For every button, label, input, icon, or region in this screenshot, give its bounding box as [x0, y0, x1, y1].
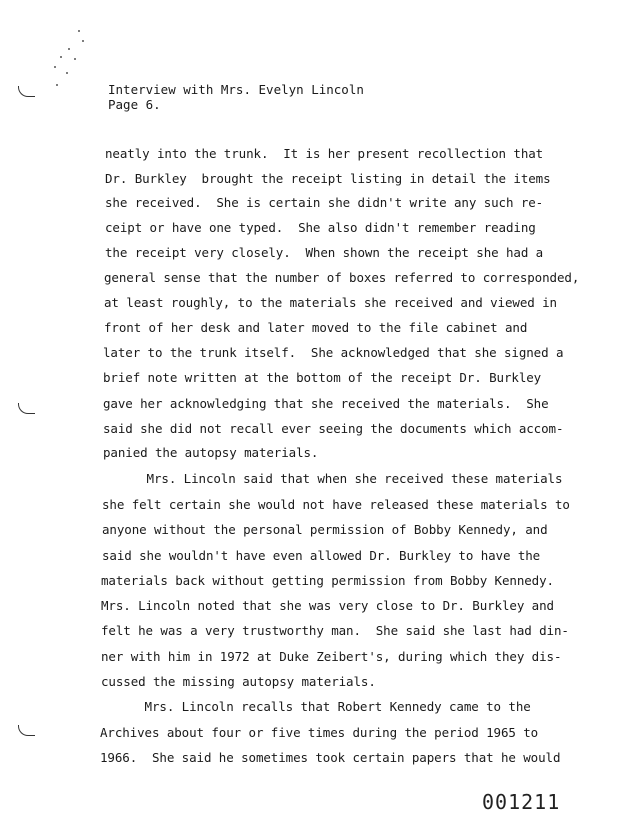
body-line: general sense that the number of boxes referred to corresponded, [104, 270, 580, 285]
body-line: materials back without getting permission from Bobby Kennedy. [101, 573, 554, 588]
body-line: panied the autopsy materials. [103, 445, 319, 460]
body-line: Mrs. Lincoln said that when she received these materials [102, 471, 563, 486]
body-line: Mrs. Lincoln noted that she was very close to Dr. Burkley and [101, 598, 554, 613]
body-line: later to the trunk itself. She acknowledged that she signed a [103, 345, 564, 360]
punch-hole-mark-bottom [18, 725, 35, 736]
punch-hole-mark-top [18, 86, 35, 97]
document-header [108, 82, 364, 112]
body-line: Mrs. Lincoln recalls that Robert Kennedy came to the [100, 699, 531, 714]
body-line: the receipt very closely. When shown the receipt she had a [105, 245, 544, 260]
body-line: she received. She is certain she didn't write any such re- [105, 195, 544, 210]
body-line: 1966. She said he sometimes took certain papers that he would [100, 750, 561, 765]
punch-hole-mark-middle [18, 403, 35, 414]
header-title: Interview with Mrs. Evelyn Lincoln [108, 82, 364, 97]
body-line: said she wouldn't have even allowed Dr. Burkley to have the [102, 548, 541, 563]
body-line: front of her desk and later moved to the file cabinet and [104, 320, 528, 335]
body-line: cussed the missing autopsy materials. [101, 674, 376, 689]
body-line: neatly into the trunk. It is her present recollection that [105, 146, 544, 161]
body-line: brief note written at the bottom of the receipt Dr. Burkley [103, 370, 542, 385]
body-line: Archives about four or five times during the period 1965 to [100, 725, 539, 740]
body-line: ceipt or have one typed. She also didn't remember reading [105, 220, 536, 235]
body-line: said she did not recall ever seeing the documents which accom- [103, 421, 564, 436]
document-number-stamp: 001211 [482, 790, 561, 814]
body-line: Dr. Burkley brought the receipt listing in detail the items [105, 171, 551, 186]
body-line: gave her acknowledging that she received the materials. She [103, 396, 549, 411]
body-line: she felt certain she would not have released these materials to [102, 497, 570, 512]
body-line: ner with him in 1972 at Duke Zeibert's, during which they dis- [101, 649, 562, 664]
body-line: felt he was a very trustworthy man. She said she last had din- [101, 623, 569, 638]
body-line: at least roughly, to the materials she received and viewed in [104, 295, 557, 310]
body-line: anyone without the personal permission of Bobby Kennedy, and [102, 522, 548, 537]
header-page: Page 6. [108, 97, 161, 112]
